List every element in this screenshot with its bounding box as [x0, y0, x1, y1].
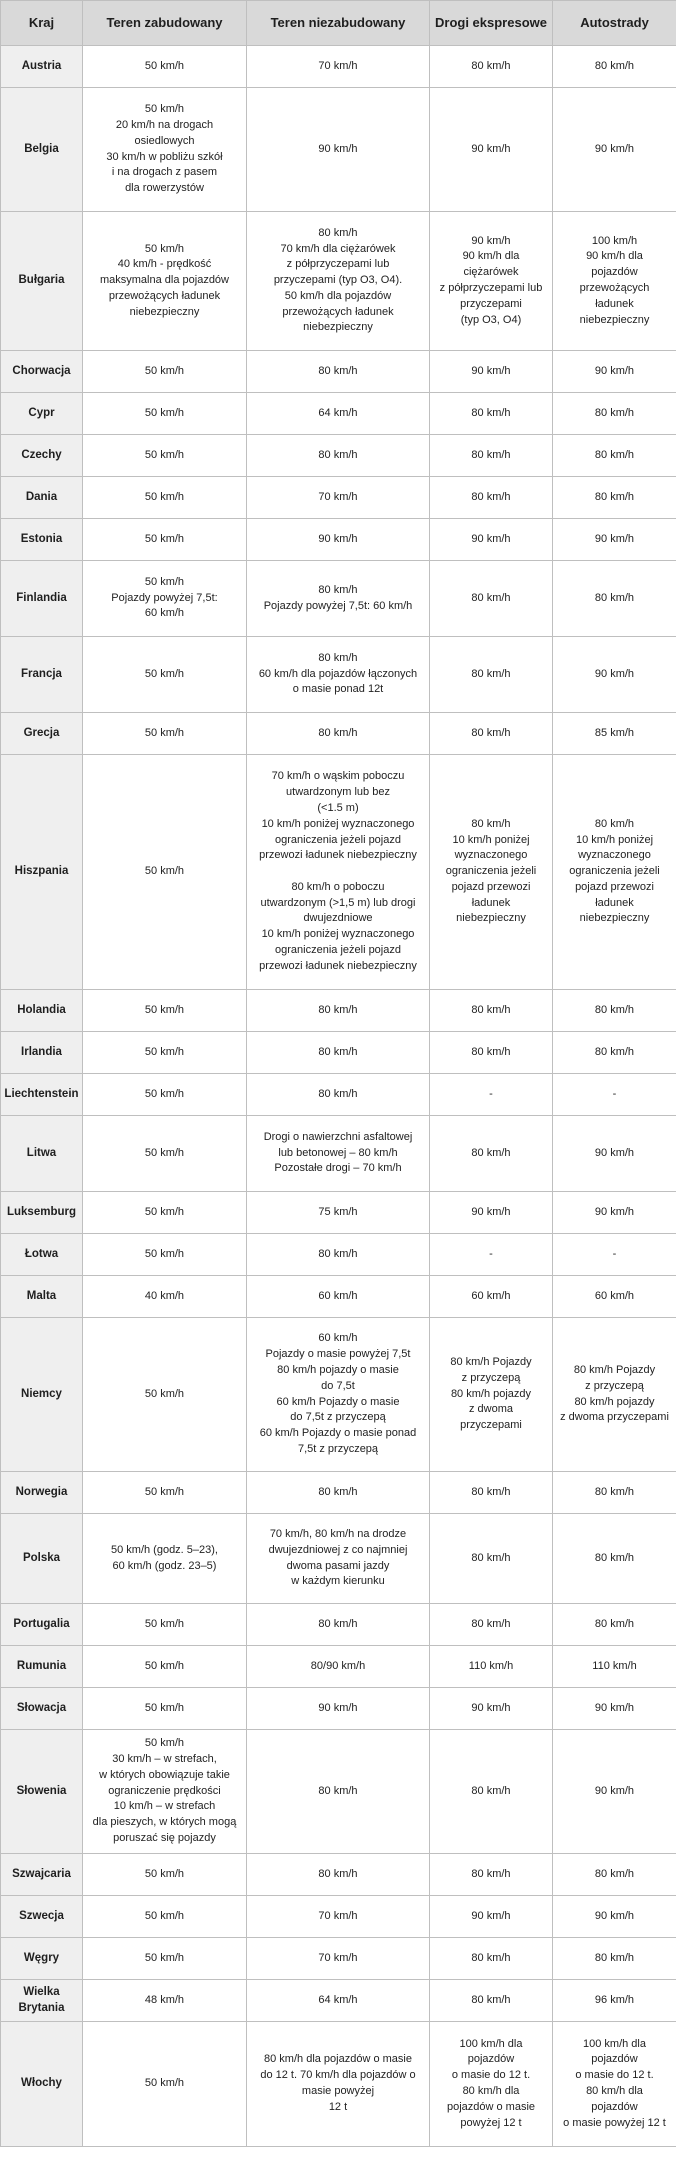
table-header	[1, 1, 676, 46]
teren-zabudowany-cell: 50 km/h	[83, 1604, 247, 1646]
teren-zabudowany-cell: 50 km/h	[83, 1032, 247, 1074]
autostrady-cell: 80 km/h	[553, 990, 676, 1032]
header-teren-zabudowany: Teren zabudowany	[83, 1, 247, 46]
autostrady-cell: 80 km/h	[553, 1604, 676, 1646]
country-cell: Austria	[1, 46, 83, 88]
autostrady-cell: 80 km/h	[553, 561, 676, 637]
teren-niezabudowany-cell: 80 km/h Pojazdy powyżej 7,5t: 60 km/h	[247, 561, 430, 637]
teren-zabudowany-cell: 50 km/h	[83, 1896, 247, 1938]
autostrady-cell: 80 km/h	[553, 1514, 676, 1604]
autostrady-cell: 80 km/h	[553, 1938, 676, 1980]
autostrady-cell: 80 km/h	[553, 477, 676, 519]
teren-zabudowany-cell: 50 km/h (godz. 5–23), 60 km/h (godz. 23–5)	[83, 1514, 247, 1604]
table-row	[1, 1074, 676, 1116]
country-cell: Irlandia	[1, 1032, 83, 1074]
country-cell: Hiszpania	[1, 755, 83, 990]
teren-niezabudowany-cell: 70 km/h	[247, 477, 430, 519]
header-teren-niezabudowany: Teren niezabudowany	[247, 1, 430, 46]
table-row	[1, 1318, 676, 1472]
table-row	[1, 990, 676, 1032]
autostrady-cell: 96 km/h	[553, 1980, 676, 2022]
teren-zabudowany-cell: 50 km/h	[83, 1116, 247, 1192]
teren-niezabudowany-cell: 70 km/h o wąskim poboczu utwardzonym lub bez (<1.5 m) 10 km/h poniżej wyznaczonego ograniczenia jeżeli pojazd przewozi ładunek niebezpieczny 80 km/h o poboczu utwardzonym (>1,5 m) lub drogi dwujezdniowe 10 km/h poniżej wyznaczonego ograniczenia jeżeli pojazd przewozi ładunek niebezpieczny	[247, 755, 430, 990]
autostrady-cell: 100 km/h 90 km/h dla pojazdów przewożących ładunek niebezpieczny	[553, 212, 676, 351]
teren-zabudowany-cell: 50 km/h	[83, 1074, 247, 1116]
autostrady-cell: 60 km/h	[553, 1276, 676, 1318]
autostrady-cell: 110 km/h	[553, 1646, 676, 1688]
teren-zabudowany-cell: 40 km/h	[83, 1276, 247, 1318]
teren-niezabudowany-cell: 80 km/h	[247, 990, 430, 1032]
drogi-ekspresowe-cell: 80 km/h Pojazdy z przyczepą 80 km/h pojazdy z dwoma przyczepami	[430, 1318, 553, 1472]
country-cell: Polska	[1, 1514, 83, 1604]
teren-zabudowany-cell: 50 km/h	[83, 755, 247, 990]
drogi-ekspresowe-cell: 80 km/h	[430, 713, 553, 755]
drogi-ekspresowe-cell: -	[430, 1074, 553, 1116]
country-cell: Belgia	[1, 88, 83, 212]
drogi-ekspresowe-cell: 80 km/h	[430, 1032, 553, 1074]
autostrady-cell: 85 km/h	[553, 713, 676, 755]
country-cell: Portugalia	[1, 1604, 83, 1646]
drogi-ekspresowe-cell: 80 km/h	[430, 990, 553, 1032]
table-row	[1, 755, 676, 990]
autostrady-cell: 90 km/h	[553, 1688, 676, 1730]
country-cell: Wielka Brytania	[1, 1980, 83, 2022]
autostrady-cell: 80 km/h Pojazdy z przyczepą 80 km/h pojazdy z dwoma przyczepami	[553, 1318, 676, 1472]
table-row	[1, 637, 676, 713]
table-row	[1, 46, 676, 88]
table-row	[1, 713, 676, 755]
table-row	[1, 561, 676, 637]
teren-niezabudowany-cell: 80 km/h	[247, 1234, 430, 1276]
teren-niezabudowany-cell: 70 km/h	[247, 1896, 430, 1938]
teren-niezabudowany-cell: 80 km/h	[247, 713, 430, 755]
teren-zabudowany-cell: 50 km/h	[83, 637, 247, 713]
country-cell: Bułgaria	[1, 212, 83, 351]
table-row	[1, 1646, 676, 1688]
country-cell: Cypr	[1, 393, 83, 435]
table-row	[1, 519, 676, 561]
teren-zabudowany-cell: 50 km/h	[83, 435, 247, 477]
table-row	[1, 212, 676, 351]
autostrady-cell: -	[553, 1234, 676, 1276]
country-cell: Słowacja	[1, 1688, 83, 1730]
country-cell: Grecja	[1, 713, 83, 755]
header-drogi-ekspresowe: Drogi ekspresowe	[430, 1, 553, 46]
teren-zabudowany-cell: 50 km/h	[83, 351, 247, 393]
teren-niezabudowany-cell: Drogi o nawierzchni asfaltowej lub betonowej – 80 km/h Pozostałe drogi – 70 km/h	[247, 1116, 430, 1192]
drogi-ekspresowe-cell: 80 km/h	[430, 1730, 553, 1854]
drogi-ekspresowe-cell: 80 km/h	[430, 1854, 553, 1896]
drogi-ekspresowe-cell: 90 km/h 90 km/h dla ciężarówek z półprzyczepami lub przyczepami (typ O3, O4)	[430, 212, 553, 351]
teren-niezabudowany-cell: 60 km/h	[247, 1276, 430, 1318]
autostrady-cell: 90 km/h	[553, 88, 676, 212]
table-row	[1, 1032, 676, 1074]
teren-niezabudowany-cell: 90 km/h	[247, 519, 430, 561]
drogi-ekspresowe-cell: 90 km/h	[430, 351, 553, 393]
teren-niezabudowany-cell: 64 km/h	[247, 393, 430, 435]
country-cell: Słowenia	[1, 1730, 83, 1854]
country-cell: Chorwacja	[1, 351, 83, 393]
teren-niezabudowany-cell: 90 km/h	[247, 1688, 430, 1730]
header-autostrady: Autostrady	[553, 1, 676, 46]
teren-zabudowany-cell: 50 km/h	[83, 477, 247, 519]
teren-zabudowany-cell: 50 km/h	[83, 2022, 247, 2147]
table-row	[1, 1234, 676, 1276]
drogi-ekspresowe-cell: 80 km/h	[430, 1472, 553, 1514]
country-cell: Litwa	[1, 1116, 83, 1192]
drogi-ekspresowe-cell: 80 km/h	[430, 1514, 553, 1604]
table-row	[1, 1116, 676, 1192]
table-row	[1, 1896, 676, 1938]
table-row	[1, 393, 676, 435]
country-cell: Niemcy	[1, 1318, 83, 1472]
drogi-ekspresowe-cell: 80 km/h	[430, 1938, 553, 1980]
teren-zabudowany-cell: 50 km/h 20 km/h na drogach osiedlowych 30 km/h w pobliżu szkół i na drogach z pasem dla rowerzystów	[83, 88, 247, 212]
drogi-ekspresowe-cell: 90 km/h	[430, 88, 553, 212]
drogi-ekspresowe-cell: -	[430, 1234, 553, 1276]
autostrady-cell: 90 km/h	[553, 1896, 676, 1938]
teren-zabudowany-cell: 50 km/h	[83, 1646, 247, 1688]
table-row	[1, 1604, 676, 1646]
teren-niezabudowany-cell: 70 km/h	[247, 46, 430, 88]
teren-zabudowany-cell: 50 km/h	[83, 1938, 247, 1980]
drogi-ekspresowe-cell: 90 km/h	[430, 519, 553, 561]
drogi-ekspresowe-cell: 80 km/h	[430, 561, 553, 637]
autostrady-cell: 90 km/h	[553, 1730, 676, 1854]
country-cell: Czechy	[1, 435, 83, 477]
teren-niezabudowany-cell: 64 km/h	[247, 1980, 430, 2022]
table-row	[1, 88, 676, 212]
autostrady-cell: 80 km/h	[553, 435, 676, 477]
table-row	[1, 435, 676, 477]
drogi-ekspresowe-cell: 80 km/h	[430, 1116, 553, 1192]
teren-niezabudowany-cell: 70 km/h, 80 km/h na drodze dwujezdniowej z co najmniej dwoma pasami jazdy w każdym kierunku	[247, 1514, 430, 1604]
teren-niezabudowany-cell: 80 km/h	[247, 1032, 430, 1074]
drogi-ekspresowe-cell: 90 km/h	[430, 1192, 553, 1234]
autostrady-cell: 90 km/h	[553, 519, 676, 561]
country-cell: Liechtenstein	[1, 1074, 83, 1116]
table-row	[1, 351, 676, 393]
table-row	[1, 477, 676, 519]
teren-niezabudowany-cell: 80 km/h	[247, 1472, 430, 1514]
teren-zabudowany-cell: 50 km/h	[83, 393, 247, 435]
teren-niezabudowany-cell: 80 km/h	[247, 435, 430, 477]
teren-niezabudowany-cell: 80 km/h	[247, 1604, 430, 1646]
header-kraj: Kraj	[1, 1, 83, 46]
teren-niezabudowany-cell: 80 km/h	[247, 1730, 430, 1854]
teren-niezabudowany-cell: 80 km/h 70 km/h dla ciężarówek z półprzyczepami lub przyczepami (typ O3, O4). 50 km/h dla pojazdów przewożących ładunek niebezpieczny	[247, 212, 430, 351]
drogi-ekspresowe-cell: 80 km/h 10 km/h poniżej wyznaczonego ograniczenia jeżeli pojazd przewozi ładunek niebezpieczny	[430, 755, 553, 990]
teren-zabudowany-cell: 48 km/h	[83, 1980, 247, 2022]
table-row	[1, 2022, 676, 2147]
table-row	[1, 1854, 676, 1896]
teren-zabudowany-cell: 50 km/h	[83, 1192, 247, 1234]
country-cell: Norwegia	[1, 1472, 83, 1514]
teren-niezabudowany-cell: 60 km/h Pojazdy o masie powyżej 7,5t 80 km/h pojazdy o masie do 7,5t 60 km/h Pojazdy o masie do 7,5t z przyczepą 60 km/h Pojazdy o masie ponad 7,5t z przyczepą	[247, 1318, 430, 1472]
autostrady-cell: 80 km/h	[553, 1854, 676, 1896]
drogi-ekspresowe-cell: 90 km/h	[430, 1688, 553, 1730]
teren-niezabudowany-cell: 80 km/h	[247, 351, 430, 393]
country-cell: Włochy	[1, 2022, 83, 2147]
country-cell: Dania	[1, 477, 83, 519]
teren-niezabudowany-cell: 70 km/h	[247, 1938, 430, 1980]
teren-niezabudowany-cell: 80 km/h dla pojazdów o masie do 12 t. 70 km/h dla pojazdów o masie powyżej 12 t	[247, 2022, 430, 2147]
country-cell: Łotwa	[1, 1234, 83, 1276]
country-cell: Szwecja	[1, 1896, 83, 1938]
drogi-ekspresowe-cell: 80 km/h	[430, 46, 553, 88]
teren-niezabudowany-cell: 80 km/h 60 km/h dla pojazdów łączonych o masie ponad 12t	[247, 637, 430, 713]
autostrady-cell: 90 km/h	[553, 1192, 676, 1234]
teren-zabudowany-cell: 50 km/h	[83, 1318, 247, 1472]
autostrady-cell: 80 km/h	[553, 393, 676, 435]
drogi-ekspresowe-cell: 60 km/h	[430, 1276, 553, 1318]
country-cell: Francja	[1, 637, 83, 713]
teren-zabudowany-cell: 50 km/h	[83, 519, 247, 561]
teren-zabudowany-cell: 50 km/h	[83, 713, 247, 755]
teren-niezabudowany-cell: 80/90 km/h	[247, 1646, 430, 1688]
drogi-ekspresowe-cell: 80 km/h	[430, 477, 553, 519]
teren-zabudowany-cell: 50 km/h	[83, 1854, 247, 1896]
autostrady-cell: 90 km/h	[553, 1116, 676, 1192]
table-row	[1, 1472, 676, 1514]
teren-zabudowany-cell: 50 km/h	[83, 1688, 247, 1730]
country-cell: Holandia	[1, 990, 83, 1032]
teren-zabudowany-cell: 50 km/h Pojazdy powyżej 7,5t: 60 km/h	[83, 561, 247, 637]
autostrady-cell: 80 km/h	[553, 1032, 676, 1074]
header-row	[1, 1, 676, 46]
table-row	[1, 1938, 676, 1980]
autostrady-cell: 80 km/h	[553, 46, 676, 88]
teren-zabudowany-cell: 50 km/h 30 km/h – w strefach, w których obowiązuje takie ograniczenie prędkości 10 km/h – w strefach dla pieszych, w których mogą poruszać się pojazdy	[83, 1730, 247, 1854]
teren-zabudowany-cell: 50 km/h	[83, 1472, 247, 1514]
country-cell: Rumunia	[1, 1646, 83, 1688]
autostrady-cell: 80 km/h 10 km/h poniżej wyznaczonego ograniczenia jeżeli pojazd przewozi ładunek niebezpieczny	[553, 755, 676, 990]
country-cell: Węgry	[1, 1938, 83, 1980]
country-cell: Luksemburg	[1, 1192, 83, 1234]
table-row	[1, 1688, 676, 1730]
drogi-ekspresowe-cell: 80 km/h	[430, 393, 553, 435]
country-cell: Szwajcaria	[1, 1854, 83, 1896]
autostrady-cell: 90 km/h	[553, 351, 676, 393]
autostrady-cell: 100 km/h dla pojazdów o masie do 12 t. 80 km/h dla pojazdów o masie powyżej 12 t	[553, 2022, 676, 2147]
table-row	[1, 1276, 676, 1318]
teren-zabudowany-cell: 50 km/h 40 km/h - prędkość maksymalna dla pojazdów przewożących ładunek niebezpieczny	[83, 212, 247, 351]
autostrady-cell: 80 km/h	[553, 1472, 676, 1514]
autostrady-cell: 90 km/h	[553, 637, 676, 713]
drogi-ekspresowe-cell: 80 km/h	[430, 1604, 553, 1646]
drogi-ekspresowe-cell: 80 km/h	[430, 435, 553, 477]
table-row	[1, 1730, 676, 1854]
teren-niezabudowany-cell: 90 km/h	[247, 88, 430, 212]
drogi-ekspresowe-cell: 80 km/h	[430, 1980, 553, 2022]
table-row	[1, 1980, 676, 2022]
country-cell: Finlandia	[1, 561, 83, 637]
drogi-ekspresowe-cell: 80 km/h	[430, 637, 553, 713]
teren-zabudowany-cell: 50 km/h	[83, 46, 247, 88]
country-cell: Estonia	[1, 519, 83, 561]
drogi-ekspresowe-cell: 110 km/h	[430, 1646, 553, 1688]
teren-zabudowany-cell: 50 km/h	[83, 1234, 247, 1276]
teren-niezabudowany-cell: 80 km/h	[247, 1074, 430, 1116]
teren-niezabudowany-cell: 75 km/h	[247, 1192, 430, 1234]
teren-zabudowany-cell: 50 km/h	[83, 990, 247, 1032]
country-cell: Malta	[1, 1276, 83, 1318]
table-row	[1, 1192, 676, 1234]
drogi-ekspresowe-cell: 100 km/h dla pojazdów o masie do 12 t. 80 km/h dla pojazdów o masie powyżej 12 t	[430, 2022, 553, 2147]
teren-niezabudowany-cell: 80 km/h	[247, 1854, 430, 1896]
table-row	[1, 1514, 676, 1604]
table-body	[1, 46, 676, 2147]
drogi-ekspresowe-cell: 90 km/h	[430, 1896, 553, 1938]
autostrady-cell: -	[553, 1074, 676, 1116]
